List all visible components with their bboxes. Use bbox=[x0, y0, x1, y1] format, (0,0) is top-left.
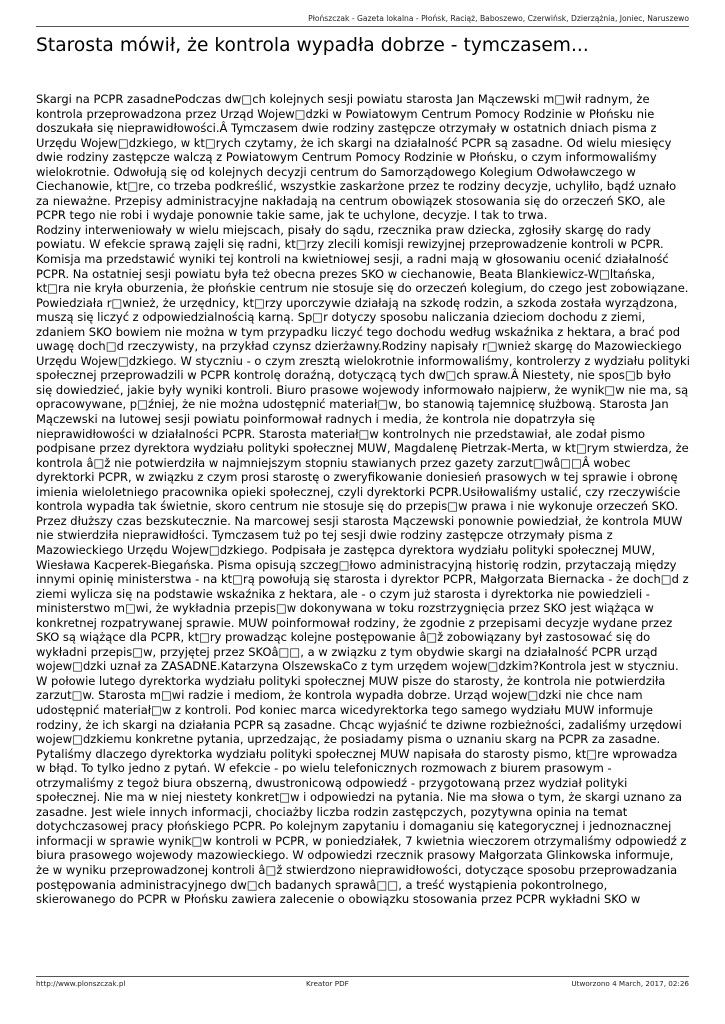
article-body bbox=[36, 92, 690, 970]
page-footer bbox=[36, 976, 689, 991]
page-header bbox=[36, 14, 689, 27]
article-paragraph: Skargi na PCPR zasadnePodczas dw□ch kolejnych sesji powiatu starosta Jan Mączewski m□wił radnym, że kontrola przeprowadzona przez Urząd Wojew□dzki w Powiatowym Centrum Pomocy Rodzinie w Płońsku nie doszukała się nieprawidłowości.Â Tymczasem dwie rodziny zastępcze otrzymały w ostatnich dniach pisma z Urzędu Wojew□dzkiego, w kt□rych czytamy, że ich skargi na działalność PCPR są zasadne. Od wielu miesięcy dwie rodziny zastępcze walczą z Powiatowym Centrum Pomocy Rodzinie w Płońsku, o czym informowaliśmy wielokrotnie. Odwołują się od kolejnych decyzji centrum do Samorządowego Kolegium Odwoławczego w Ciechanowie, kt□re, co trzeba podkreślić, wszystkie zaskarżone przez te rodziny decyzje, uchyliło, bądź uznało za nieważne. Przepisy administracyjne nakładają na centrum obowiązek stosowania się do orzeczeń SKO, ale PCPR tego nie robi i wydaje ponownie takie same, jak te uchylone, decyzje. I tak to trwa. bbox=[36, 92, 677, 223]
article-paragraph: Rodziny interweniowały w wielu miejscach, pisały do sądu, rzecznika praw dziecka, zgłosiły skargę do rady powiatu. W efekcie sprawą zajęli się radni, kt□rzy zlecili komisji rewizyjnej przeprowadzenie kontroli w PCPR. Komisja ma przedstawić wyniki tej kontroli na kwietniowej sesji, a radni mają w głosowaniu ocenić działalność PCPR. Na ostatniej sesji powiatu była też obecna prezes SKO w ciechanowie, Beata Blankiewicz-W□ltańska, kt□ra nie kryła oburzenia, że płońskie centrum nie stosuje się do orzeczeń kolegium, do czego jest zobowiązane. Powiedziała r□wnież, że urzędnicy, kt□rzy uporczywie działają na szkodę rodzin, a szkoda została wyrządzona, muszą się liczyć z odpowiedzialnością karną. Sp□r dotyczy sposobu naliczania dzieciom dochodu z ziemi, zdaniem SKO bowiem nie można w tym przypadku liczyć tego dochodu według wskaźnika z hektara, a brać pod uwagę doch□d rzeczywisty, na przykład czynsz dzierżawny.Rodziny napisały r□wnież skargę do Mazowieckiego Urzędu Wojew□dzkiego. W styczniu - o czym zresztą wielokrotnie informowaliśmy, kontrolerzy z wydziału polityki społecznej przeprowadzili w PCPR kontrolę doraźną, dotyczącą tych dw□ch spraw.Â Niestety, nie spos□b było się dowiedzieć, jakie były wyniki kontroli. Biuro prasowe wojewody informowało najpierw, że wynik□w nie ma, są opracowywane, p□źniej, że nie można udostępnić materiał□w, bo stanowią tajemnicę służbową. Starosta Jan Mączewski na lutowej sesji powiatu poinformował radnych i media, że kontrola nie dopatrzyła się nieprawidłowości w działalności PCPR. Starosta materiał□w kontrolnych nie przedstawiał, ale zodał pismo podpisane przez dyrektora wydziału polityki społecznej MUW, Magdalenę Pietrzak-Merta, w kt□rym stwierdza, że kontrola â□ž nie potwierdziła w najmniejszym stopniu stawianych przez gazety zarzut□wâ□□Â wobec dyrektorki PCPR, w związku z czym prosi starostę o zweryfikowanie doniesień prasowych w tej sprawie i obronę imienia wieloletniego pracownika opieki społecznej, czyli dyrektorki PCPR.Usiłowaliśmy ustalić, czy rzeczywiście kontrola wypadła tak świetnie, skoro centrum nie stosuje się do przepis□w prawa i nie wykonuje orzeczeń SKO. Przez dłuższy czas bezskutecznie. Na marcowej sesji starosta Mączewski ponownie powiedział, że kontrola MUW nie stwierdziła nieprawidłości. Tymczasem tuż po tej sesji dwie rodziny zastępcze otrzymały pisma z Mazowieckiego Urzędu Wojew□dzkiego. Podpisała je zastępca dyrektora wydziału polityki społecznej MUW, Wiesława Kacperek-Biegańska. Pisma opisują szczeg□łowo administracyjną historię rodzin, przytaczają między innymi opinię ministerstwa - na kt□rą powołują się starosta i dyrektor PCPR, Małgorzata Biernacka - że doch□d z ziemi wylicza się na podstawie wskaźnika z hektara, ale - o czym już starosta i dyrektorka nie powiedzieli - ministerstwo m□wi, że wykładnia przepis□w dokonywana w toku rozstrzygnięcia przez SKO jest wiążąca w konkretnej rozpatrywanej sprawie. MUW poinformował rodziny, że zgodnie z przepisami decyzje wydane przez SKO są wiążące dla PCPR, kt□ry prowadząc kolejne postępowanie â□ž zobowiązany był zastosować się do wykładni przepis□w, przyjętej przez SKOâ□□, a w związku z tym obydwie skargi na działalność PCPR urząd wojew□dzki uznał za ZASADNE.Katarzyna OlszewskaCo z tym urzędem wojew□dzkim?Kontrola jest w styczniu. W połowie lutego dyrektorka wydziału polityki społecznej MUW pisze do starosty, że kontrola nie potwierdziła zarzut□w. Starosta m□wi radzie i mediom, że kontrola wypadła dobrze. Urząd wojew□dzki nie chce nam udostępnić materiał□w z kontroli. Pod koniec marca wicedyrektorka tego samego wydziału MUW informuje rodziny, że ich skargi na działania PCPR są zasadne. Chcąc wyjaśnić te dziwne rozbieżności, zadaliśmy urzędowi wojew□dzkiemu konkretne pytania, uprzedzając, że posiadamy pisma o uznaniu skarg na PCPR za zasadne. Pytaliśmy dlaczego dyrektorka wydziału polityki społecznej MUW napisała do starosty pismo, kt□re wprowadza w błąd. To tylko jedno z pytań. W efekcie - po wielu telefonicznych rozmowach z biurem prasowym - otrzymaliśmy z tegoż biura obszerną, dwustronicową odpowiedź - przygotowaną przez wydział polityki społecznej. Nie ma w niej niestety konkret□w i odpowiedzi na pytania. Nie ma słowa o tym, że skargi uznano za zasadne. Jest wiele innych informacji, chociażby liczba rodzin zastępczych, pozytywna opinia na temat dotychczasowej pracy płońskiego PCPR. Po kolejnym zapytaniu i domaganiu się kategorycznej i jednoznacznej informacji w sprawie wynik□w kontroli w PCPR, w poniedziałek, 7 kwietnia wieczorem otrzymaliśmy odpowiedź z biura prasowego wojewody mazowieckiego. W odpowiedzi rzecznik prasowy Małgorzata Glinkowska informuje, że w wyniku przeprowadzonej kontroli â□ž stwierdzono nieprawidłowości, dotyczące sposobu przeprowadzania postępowania administracyjnego dw□ch badanych sprawâ□□, a treść wystąpienia pokontrolnego, skierowanego do PCPR w Płońsku zawiera zalecenie o obowiązku stosowania przez PCPR wykładni SKO w bbox=[36, 222, 690, 907]
footer-created-date: Utworzono 4 March, 2017, 02:26 bbox=[571, 979, 689, 988]
article-title: Starosta mówił, że kontrola wypadła dobrze - tymczasem... bbox=[36, 35, 589, 56]
footer-site-link[interactable]: http://www.plonszczak.pl bbox=[36, 979, 126, 988]
footer-creator-label: Kreator PDF bbox=[306, 979, 349, 988]
page-header-text: Płońszczak - Gazeta lokalna - Płońsk, Raciąż, Baboszewo, Czerwińsk, Dzierzążnia, Joniec, Naruszewo bbox=[308, 14, 689, 23]
